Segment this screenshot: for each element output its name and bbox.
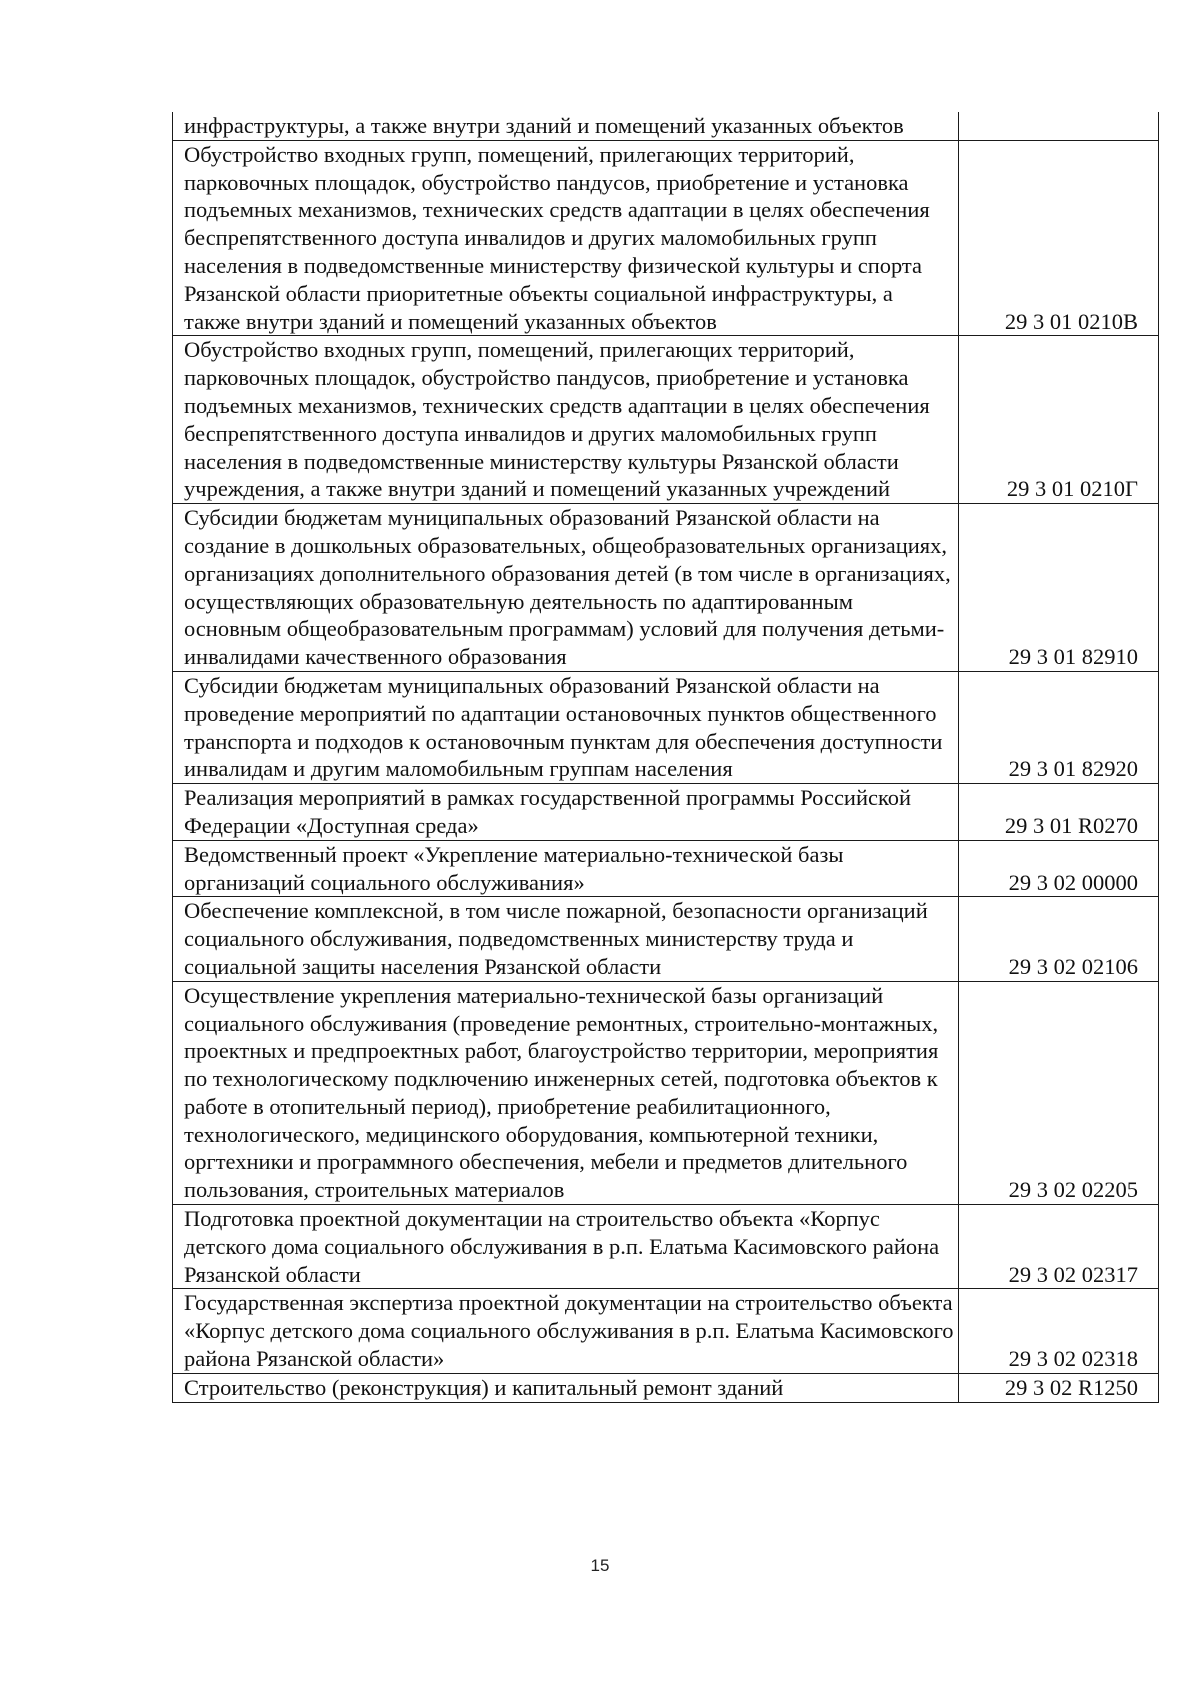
row-code: 29 3 02 02205: [959, 981, 1159, 1204]
row-description: Обустройство входных групп, помещений, прилегающих территорий, парковочных площадок, обустройство пандусов, приобретение и установка подъемных механизмов, технических средств адаптации в целях обеспечения беспрепятственного доступа инвалидов и других маломобильных групп населения в подведомственные министерству культуры Рязанской области учреждения, а также внутри зданий и помещений указанных учреждений: [173, 336, 959, 504]
row-code: 29 3 01 82910: [959, 504, 1159, 672]
row-code: 29 3 02 00000: [959, 840, 1159, 897]
table-row: [173, 784, 1159, 841]
row-description: Осуществление укрепления материально-технической базы организаций социального обслуживания (проведение ремонтных, строительно-монтажных, проектных и предпроектных работ, благоустройство территории, мероприятия по технологическому подключению инженерных сетей, подготовка объектов к работе в отопительный период), приобретение реабилитационного, технологического, медицинского оборудования, компьютерной техники, оргтехники и программного обеспечения, мебели и предметов длительного пользования, строительных материалов: [173, 981, 959, 1204]
table-row: [173, 112, 1159, 140]
row-description: Подготовка проектной документации на строительство объекта «Корпус детского дома социального обслуживания в р.п. Елатьма Касимовского района Рязанской области: [173, 1205, 959, 1289]
table-row: [173, 504, 1159, 672]
row-code: 29 3 02 02318: [959, 1289, 1159, 1373]
row-description: Обустройство входных групп, помещений, прилегающих территорий, парковочных площадок, обустройство пандусов, приобретение и установка подъемных механизмов, технических средств адаптации в целях обеспечения беспрепятственного доступа инвалидов и других маломобильных групп населения в подведомственные министерству физической культуры и спорта Рязанской области приоритетные объекты социальной инфраструктуры, а также внутри зданий и помещений указанных объектов: [173, 140, 959, 336]
row-code: 29 3 02 R1250: [959, 1373, 1159, 1402]
row-description: Субсидии бюджетам муниципальных образований Рязанской области на проведение мероприятий по адаптации остановочных пунктов общественного транспорта и подходов к остановочным пунктам для обеспечения доступности инвалидам и другим маломобильным группам населения: [173, 671, 959, 783]
row-code: 29 3 01 0210Г: [959, 336, 1159, 504]
row-code: 29 3 01 0210В: [959, 140, 1159, 336]
table-row: [173, 336, 1159, 504]
row-description: Обеспечение комплексной, в том числе пожарной, безопасности организаций социального обслуживания, подведомственных министерству труда и социальной защиты населения Рязанской области: [173, 897, 959, 981]
row-code: 29 3 02 02106: [959, 897, 1159, 981]
budget-classification-table: [172, 112, 1159, 1403]
table-row: [173, 897, 1159, 981]
row-description: Ведомственный проект «Укрепление материально-технической базы организаций социального обслуживания»: [173, 840, 959, 897]
table-row: [173, 1205, 1159, 1289]
table-row: [173, 671, 1159, 783]
row-description: инфраструктуры, а также внутри зданий и помещений указанных объектов: [173, 112, 959, 140]
row-code: [959, 112, 1159, 140]
table-row: [173, 981, 1159, 1204]
row-description: Субсидии бюджетам муниципальных образований Рязанской области на создание в дошкольных образовательных, общеобразовательных организациях, организациях дополнительного образования детей (в том числе в организациях, осуществляющих образовательную деятельность по адаптированным основным общеобразовательным программам) условий для получения детьми-инвалидами качественного образования: [173, 504, 959, 672]
row-code: 29 3 01 R0270: [959, 784, 1159, 841]
table-row: [173, 1373, 1159, 1402]
row-description: Реализация мероприятий в рамках государственной программы Российской Федерации «Доступная среда»: [173, 784, 959, 841]
row-code: 29 3 02 02317: [959, 1205, 1159, 1289]
table-row: [173, 1289, 1159, 1373]
table-row: [173, 840, 1159, 897]
row-description: Государственная экспертиза проектной документации на строительство объекта «Корпус детского дома социального обслуживания в р.п. Елатьма Касимовского района Рязанской области»: [173, 1289, 959, 1373]
row-code: 29 3 01 82920: [959, 671, 1159, 783]
table-row: [173, 140, 1159, 336]
page-number: 15: [590, 1556, 610, 1575]
row-description: Строительство (реконструкция) и капитальный ремонт зданий: [173, 1373, 959, 1402]
